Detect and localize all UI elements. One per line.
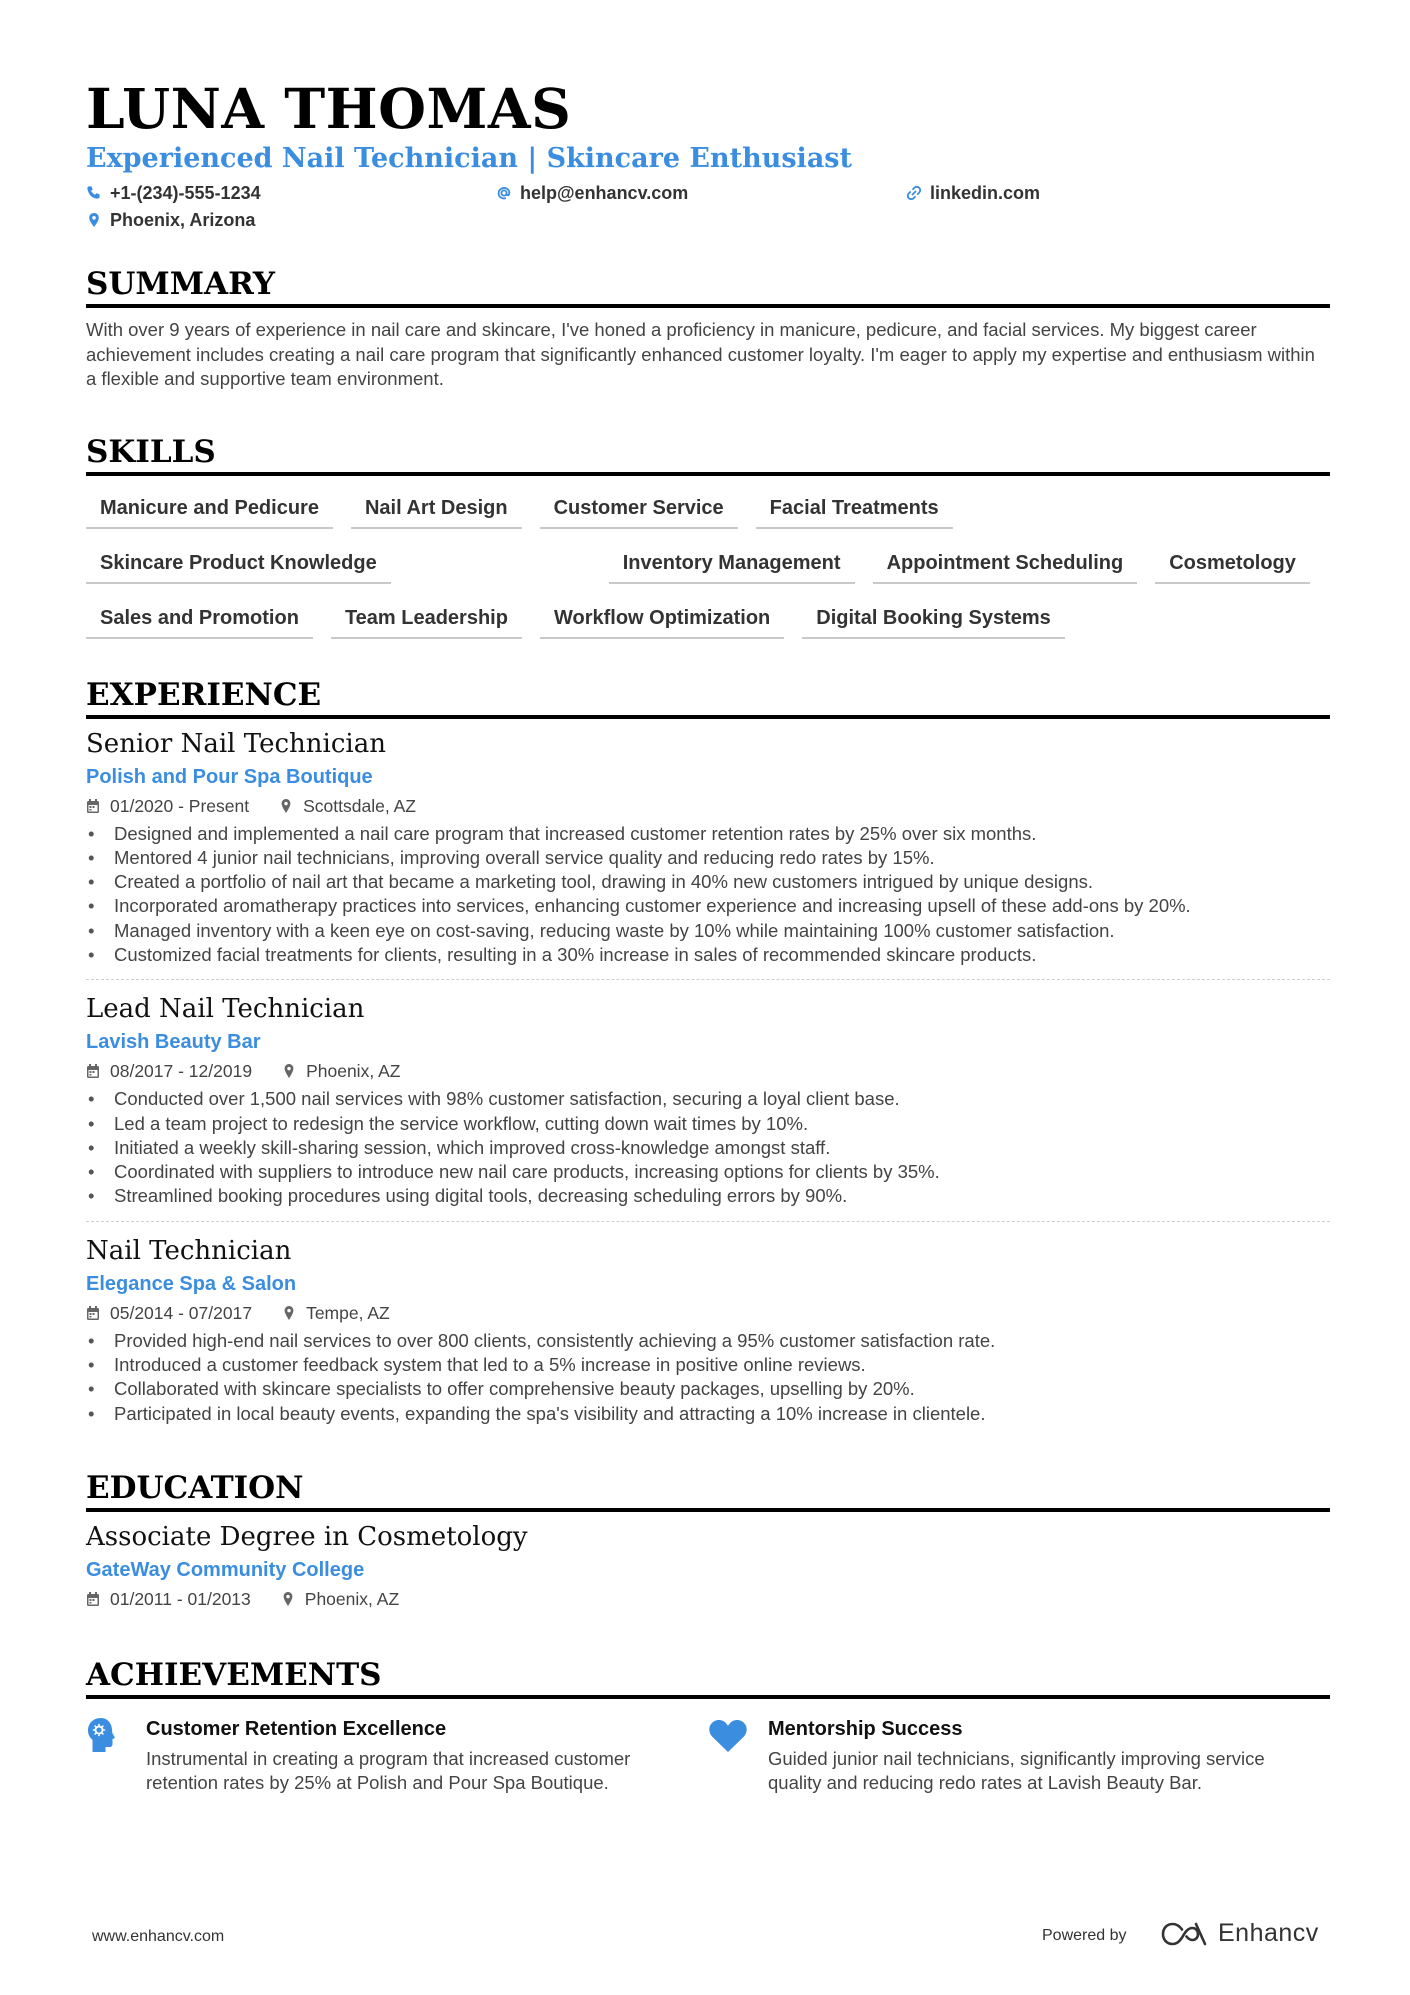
education-section [86, 1468, 1330, 1611]
skills-title: SKILLS [86, 432, 1330, 476]
skill-tag: Workflow Optimization [540, 600, 784, 639]
education-title: EDUCATION [86, 1468, 1330, 1512]
footer-site-link[interactable]: www.enhancv.com [92, 1928, 225, 1945]
email-text: help@enhancv.com [520, 182, 689, 203]
contact-location [86, 207, 255, 233]
job-bullet: • Conducted over 1,500 nail services with 98% customer satisfaction, securing a loyal client base. [86, 1087, 1330, 1111]
footer-brand-name: Enhancv [1218, 1919, 1319, 1947]
achievement-title: Customer Retention Excellence [146, 1717, 447, 1740]
achievements-list [86, 1715, 1330, 1796]
job-bullet: • Coordinated with suppliers to introduce new nail care products, increasing options for clients by 35%. [86, 1160, 1330, 1184]
achievements-section [86, 1655, 1330, 1796]
job-bullet: • Streamlined booking procedures using digital tools, decreasing scheduling errors by 90%. [86, 1184, 1330, 1208]
location-pin-icon [282, 1305, 296, 1321]
skill-tag: Facial Treatments [756, 490, 953, 529]
job-bullet: • Customized facial treatments for clients, resulting in a 30% increase in sales of recommended skincare products. [86, 943, 1330, 967]
education-location: Phoenix, AZ [304, 1588, 400, 1609]
summary-title: SUMMARY [86, 264, 1330, 308]
job-title: Lead Nail Technician [86, 994, 365, 1025]
job-company: Elegance Spa & Salon [86, 1272, 297, 1295]
link-icon [906, 185, 922, 201]
footer [92, 1918, 1317, 1958]
enhancv-logo-icon [1160, 1921, 1208, 1947]
skill-tag: Nail Art Design [351, 490, 522, 529]
calendar-icon [86, 1305, 100, 1321]
achievement-item [708, 1715, 1330, 1796]
contact-email[interactable] [496, 180, 688, 206]
skills-list [86, 490, 1330, 639]
job-bullet: • Led a team project to redesign the service workflow, cutting down wait times by 10%. [86, 1112, 1330, 1136]
job-location: Scottsdale, AZ [303, 795, 416, 816]
job-bullet: • Collaborated with skincare specialists to offer comprehensive beauty packages, upselling by 20%. [86, 1377, 1330, 1401]
job-dates: 01/2020 - Present [110, 795, 250, 816]
achievement-desc: Instrumental in creating a program that increased customer retention rates by 25% at Polish and Pour Spa Boutique. [146, 1747, 631, 1794]
location-pin-icon [86, 212, 102, 228]
skill-tag: Digital Booking Systems [802, 600, 1065, 639]
job-meta [86, 794, 1330, 818]
contact-info [86, 180, 1330, 236]
job-title: Senior Nail Technician [86, 728, 386, 759]
job-dates: 08/2017 - 12/2019 [110, 1061, 253, 1082]
summary-section [86, 264, 1330, 392]
contact-linkedin[interactable] [906, 180, 1040, 206]
achievement-title: Mentorship Success [768, 1717, 963, 1740]
education-school: GateWay Community College [86, 1558, 365, 1581]
job-bullet: • Provided high-end nail services to over 800 clients, consistently achieving a 95% customer satisfaction rate. [86, 1329, 1330, 1353]
skill-tag: Customer Service [540, 490, 738, 529]
footer-brand[interactable] [1160, 1919, 1319, 1948]
achievement-desc: Guided junior nail technicians, significantly improving service quality and reducing redo rates at Lavish Beauty Bar. [768, 1747, 1265, 1794]
skills-section [86, 432, 1330, 639]
job-location: Phoenix, AZ [306, 1061, 401, 1082]
job-bullets [86, 1329, 1330, 1426]
job-bullet: • Mentored 4 junior nail technicians, improving overall service quality and reducing redo rates by 15%. [86, 846, 1330, 870]
job-bullet: • Initiated a weekly skill-sharing session, which improved cross-knowledge amongst staff. [86, 1136, 1330, 1160]
location-pin-icon [282, 1063, 296, 1079]
job-bullet: • Designed and implemented a nail care program that increased customer retention rates by 25% over six months. [86, 822, 1330, 846]
location-pin-icon [279, 798, 293, 814]
skill-tag: Skincare Product Knowledge [86, 545, 391, 584]
footer-powered-by: Powered by [1042, 1927, 1127, 1944]
education-degree: Associate Degree in Cosmetology [86, 1521, 528, 1552]
job-company: Polish and Pour Spa Boutique [86, 765, 373, 788]
calendar-icon [86, 1063, 100, 1079]
job-title: Nail Technician [86, 1235, 292, 1266]
heart-icon [708, 1719, 748, 1753]
job-entry [86, 1234, 1330, 1438]
achievement-item [86, 1715, 708, 1796]
skill-tag: Inventory Management [609, 545, 855, 584]
job-company: Lavish Beauty Bar [86, 1031, 261, 1054]
skill-tag: Sales and Promotion [86, 600, 313, 639]
job-meta [86, 1059, 1330, 1083]
job-entry [86, 727, 1330, 981]
contact-phone [86, 180, 261, 206]
at-icon [496, 185, 512, 201]
linkedin-text: linkedin.com [930, 182, 1041, 203]
skill-tag: Appointment Scheduling [873, 545, 1138, 584]
job-bullet: • Created a portfolio of nail art that became a marketing tool, drawing in 40% new customers intrigued by unique designs. [86, 870, 1330, 894]
job-bullet: • Participated in local beauty events, expanding the spa's visibility and attracting a 10% increase in clientele. [86, 1402, 1330, 1426]
phone-icon [86, 185, 102, 201]
achievements-title: ACHIEVEMENTS [86, 1655, 1330, 1699]
job-bullets [86, 1087, 1330, 1208]
job-bullet: • Managed inventory with a keen eye on cost-saving, reducing waste by 10% while maintaining 100% customer satisfaction. [86, 919, 1330, 943]
job-dates: 05/2014 - 07/2017 [110, 1302, 253, 1323]
candidate-name: LUNA THOMAS [86, 76, 572, 141]
head-icon [86, 1717, 116, 1753]
job-bullets [86, 822, 1330, 968]
calendar-icon [86, 1591, 100, 1607]
location-text: Phoenix, Arizona [110, 209, 256, 230]
skill-tag: Team Leadership [331, 600, 522, 639]
phone-text: +1-(234)-555-1234 [110, 182, 261, 203]
job-location: Tempe, AZ [306, 1302, 390, 1323]
calendar-icon [86, 798, 100, 814]
education-meta [86, 1587, 1330, 1611]
experience-title: EXPERIENCE [86, 675, 1330, 719]
job-entry [86, 992, 1330, 1221]
job-bullet: • Introduced a customer feedback system that led to a 5% increase in positive online reviews. [86, 1353, 1330, 1377]
resume-content [86, 78, 1330, 1796]
experience-section [86, 675, 1330, 1438]
job-bullet: • Incorporated aromatherapy practices into services, enhancing customer experience and increasing upsell of these add-ons by 20%. [86, 894, 1330, 918]
candidate-headline: Experienced Nail Technician | Skincare Enthusiast [86, 143, 852, 174]
job-meta [86, 1301, 1330, 1325]
skill-tag: Manicure and Pedicure [86, 490, 333, 529]
summary-text: With over 9 years of experience in nail care and skincare, I've honed a proficiency in manicure, pedicure, and facial services. My biggest career achievement includes creating a nail care program that significantly enhanced customer loyalty. I'm eager to apply my expertise and enthusiasm within a flexible and supportive team environment. [86, 319, 1315, 389]
education-dates: 01/2011 - 01/2013 [110, 1588, 251, 1609]
location-pin-icon [281, 1591, 295, 1607]
skill-tag: Cosmetology [1155, 545, 1310, 584]
